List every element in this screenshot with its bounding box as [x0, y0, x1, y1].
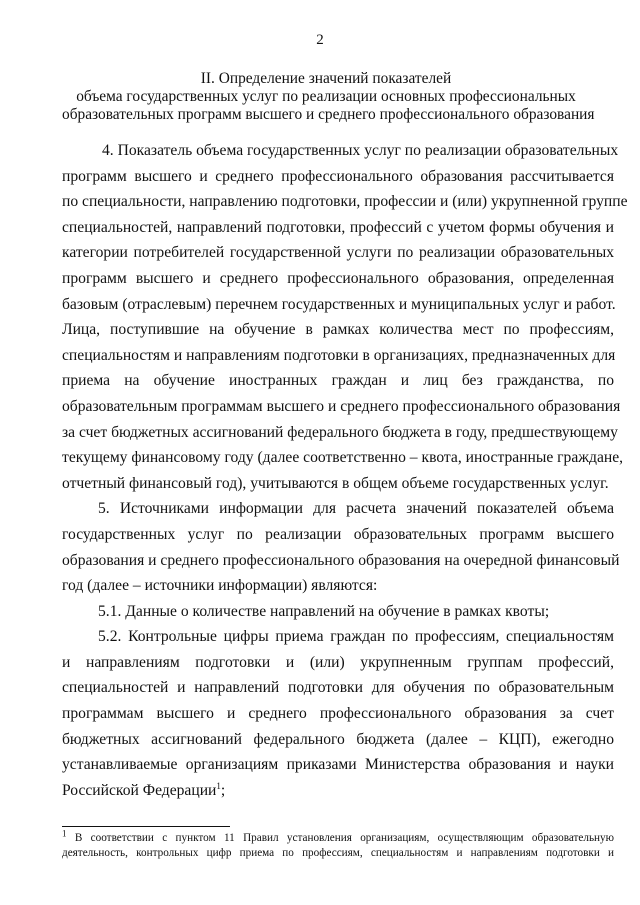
text-line: образовательным программам высшего и среднего профессионального образования — [62, 397, 621, 415]
text-line: категории потребителей государственной услуги по реализации образовательных — [62, 244, 614, 262]
text-line: и направлениям подготовки и (или) укрупненным группам профессий, — [62, 653, 614, 671]
page-number: 2 — [316, 32, 324, 48]
text-line: программам высшего и среднего профессионального образования за счет — [62, 705, 614, 723]
footnote-divider — [62, 826, 230, 827]
text-line: специальностей, направлений подготовки, профессий с учетом формы обучения и — [62, 218, 614, 236]
footnote-text: В соответствии с пунктом 11 Правил установления организациям, осуществляющим образовательную — [74, 832, 614, 844]
text-line: бюджетных ассигнований федерального бюджета (далее – КЦП), ежегодно — [62, 730, 614, 748]
text-line: базовым (отраслевым) перечнем государственных и муниципальных услуг и работ. — [62, 295, 616, 313]
text-line: государственных услуг по реализации образовательных программ высшего — [62, 525, 614, 543]
document-body — [62, 138, 628, 803]
paragraph-5-1 — [62, 599, 614, 625]
paragraph-5 — [62, 496, 620, 598]
footnote-line — [62, 828, 614, 846]
text-line: устанавливаемые организациям приказами Министерства образования и науки — [62, 756, 614, 774]
text-line: 5.2. Контрольные цифры приема граждан по профессиям, специальностям — [98, 628, 614, 646]
text-line: отчетный финансовый год), учитываются в общем объеме государственных услуг. — [62, 474, 609, 492]
text-line-content: Российской Федерации — [62, 781, 217, 799]
text-line: по специальности, направлению подготовки, профессии и (или) укрупненной группе — [62, 193, 628, 211]
text-line: специальностям и направлениям подготовки в организациях, предназначенных для — [62, 346, 616, 364]
text-line: 5. Источниками информации для расчета значений показателей объема — [98, 500, 614, 518]
footnote-line: деятельность, контрольных цифр приема по профессиям, специальностям и направлениям подготовки и — [62, 847, 614, 859]
text-line: приема на обучение иностранных граждан и лиц без гражданства, по — [62, 372, 614, 390]
text-line: Лица, поступившие на обучение в рамках количества мест по профессиям, — [62, 321, 614, 339]
footnote-reference: 1 — [216, 780, 221, 791]
section-heading — [62, 70, 595, 124]
text-line: за счет бюджетных ассигнований федерального бюджета в году, предшествующему — [62, 423, 618, 441]
text-line: специальностей и направлений подготовки для обучения по образовательным — [62, 679, 614, 697]
footnote — [62, 828, 614, 861]
text-line: программ высшего и среднего профессионального образования рассчитывается — [62, 167, 614, 185]
text-line: программ высшего и среднего профессионального образования, определенная — [62, 269, 614, 287]
heading-line: II. Определение значений показателей — [200, 70, 452, 87]
text-line: год (далее – источники информации) являются: — [62, 577, 378, 595]
text-line — [62, 778, 614, 804]
text-line: образования и среднего профессионального образования на очередной финансовый — [62, 551, 620, 569]
text-line: текущему финансовому году (далее соответственно – квота, иностранные граждане, — [62, 449, 624, 467]
text-line: 4. Показатель объема государственных услуг по реализации образовательных — [102, 142, 619, 159]
footnote-marker: 1 — [62, 828, 67, 839]
paragraph-5-2 — [62, 624, 614, 803]
paragraph-4 — [62, 138, 628, 496]
text-line: 5.1. Данные о количестве направлений на обучение в рамках квоты; — [98, 602, 550, 620]
heading-line: объема государственных услуг по реализации основных профессиональных — [76, 88, 576, 105]
line-end-punctuation: ; — [220, 781, 226, 799]
heading-line: образовательных программ высшего и среднего профессионального образования — [62, 106, 595, 123]
